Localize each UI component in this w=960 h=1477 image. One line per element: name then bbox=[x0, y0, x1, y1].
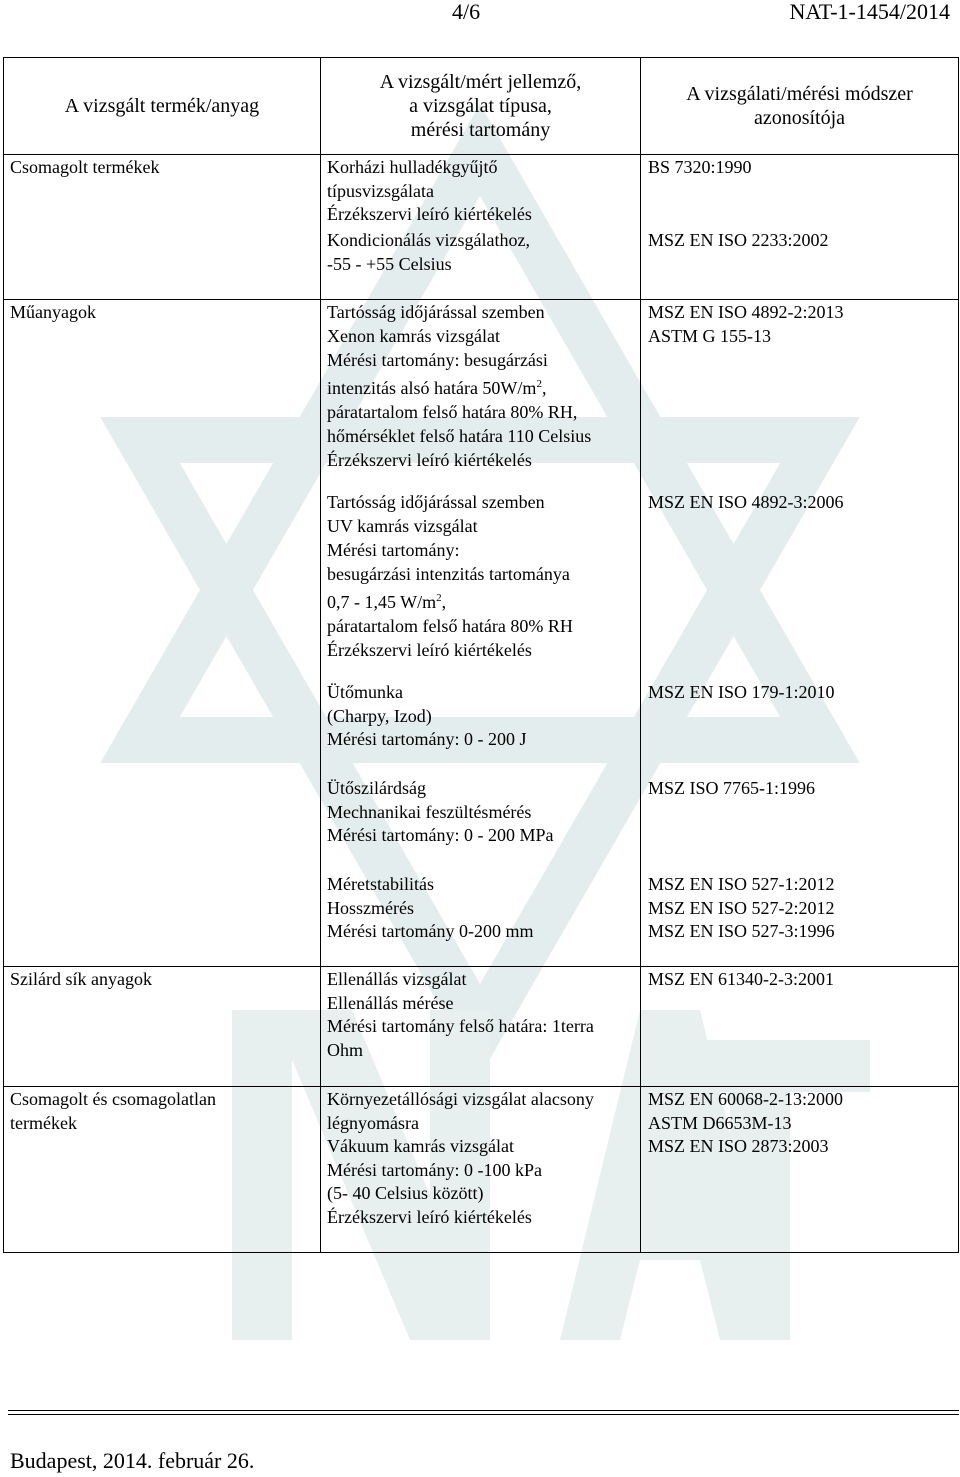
product-cell bbox=[4, 300, 321, 491]
method-cell bbox=[641, 776, 959, 872]
method-cell bbox=[641, 1087, 959, 1253]
property-text: Ellenállás vizsgálat Ellenállás mérése Mérési tartomány felső határa: 1terra Ohm bbox=[327, 969, 594, 1060]
property-cell bbox=[321, 490, 641, 680]
property-line-punct: , bbox=[441, 592, 447, 612]
product-text bbox=[10, 873, 314, 897]
method-cell bbox=[641, 872, 959, 967]
method-text: MSZ EN ISO 2233:2002 bbox=[648, 230, 829, 250]
table-row bbox=[4, 300, 959, 491]
superscript: 2 bbox=[536, 378, 542, 390]
product-text: Műanyagok bbox=[10, 302, 96, 322]
property-line: páratartalom felső határa 80% RH bbox=[327, 615, 573, 636]
page-header bbox=[0, 0, 960, 24]
column-header-product-label: A vizsgált termék/anyag bbox=[64, 95, 260, 117]
product-cell bbox=[4, 872, 321, 967]
property-cell bbox=[321, 776, 641, 872]
table-row bbox=[4, 228, 959, 300]
product-cell bbox=[4, 155, 321, 229]
property-line-text: 0,7 - 1,45 W/m bbox=[327, 592, 437, 612]
product-cell bbox=[4, 680, 321, 776]
method-text: MSZ EN ISO 4892-2:2013 ASTM G 155-13 bbox=[648, 302, 844, 346]
property-text: Korházi hulladékgyűjtő típusvizsgálata Érzékszervi leíró kiértékelés bbox=[327, 157, 532, 224]
table-row bbox=[4, 872, 959, 967]
property-line: UV kamrás vizsgálat bbox=[327, 516, 478, 536]
method-text: MSZ EN 60068-2-13:2000 ASTM D6653M-13 MSZ EN ISO 2873:2003 bbox=[648, 1089, 843, 1156]
footer-divider-bottom bbox=[8, 1414, 959, 1415]
product-cell bbox=[4, 228, 321, 300]
property-line bbox=[327, 587, 636, 615]
table-header-row bbox=[4, 58, 959, 155]
accreditation-scope-table bbox=[3, 57, 959, 1253]
footer-place-date: Budapest, 2014. február 26. bbox=[10, 1448, 255, 1473]
property-cell bbox=[321, 967, 641, 1087]
column-header-product bbox=[4, 58, 321, 155]
document-id: NAT-1-1454/2014 bbox=[789, 0, 950, 24]
property-text: Méretstabilitás Hosszmérés Mérési tartomány 0-200 mm bbox=[327, 874, 534, 941]
property-cell bbox=[321, 300, 641, 491]
method-cell bbox=[641, 490, 959, 680]
product-text: Szilárd sík anyagok bbox=[10, 969, 152, 989]
method-cell bbox=[641, 155, 959, 229]
property-line: Érzékszervi leíró kiértékelés bbox=[327, 449, 532, 470]
property-cell bbox=[321, 155, 641, 229]
property-cell bbox=[321, 1087, 641, 1253]
column-header-property-label: A vizsgált/mért jellemző, a vizsgálat típusa, mérési tartomány bbox=[379, 71, 582, 141]
page-number: 4/6 bbox=[452, 0, 481, 24]
method-text: BS 7320:1990 bbox=[648, 157, 752, 177]
method-text: MSZ EN ISO 4892-3:2006 bbox=[648, 492, 844, 512]
column-header-method bbox=[641, 58, 959, 155]
table-row bbox=[4, 155, 959, 229]
table-row bbox=[4, 490, 959, 680]
property-text: Ütőmunka (Charpy, Izod) Mérési tartomány: 0 - 200 J bbox=[327, 682, 527, 749]
property-line bbox=[327, 373, 636, 401]
method-cell bbox=[641, 680, 959, 776]
property-text: Kondicionálás vizsgálathoz, -55 - +55 Celsius bbox=[327, 230, 530, 274]
property-cell bbox=[321, 872, 641, 967]
property-text: Környezetállósági vizsgálat alacsony légnyomásra Vákuum kamrás vizsgálat Mérési tartomány: 0 -100 kPa (5- 40 Celsius között) Érzékszervi leíró kiértékelés bbox=[327, 1089, 594, 1227]
property-line: páratartalom felső határa 80% RH, bbox=[327, 401, 578, 422]
product-text: Csomagolt és csomagolatlan termékek bbox=[10, 1089, 216, 1133]
table-row bbox=[4, 967, 959, 1087]
method-cell bbox=[641, 228, 959, 300]
product-cell bbox=[4, 967, 321, 1087]
column-header-property bbox=[321, 58, 641, 155]
property-text: Ütőszilárdság Mechnanikai feszültésmérés Mérési tartomány: 0 - 200 MPa bbox=[327, 778, 554, 845]
product-text bbox=[10, 681, 314, 705]
property-line: Mérési tartomány: besugárzási bbox=[327, 350, 548, 370]
product-text: Csomagolt termékek bbox=[10, 157, 160, 177]
product-text bbox=[10, 229, 314, 253]
method-text: MSZ EN ISO 527-1:2012 MSZ EN ISO 527-2:2012 MSZ EN ISO 527-3:1996 bbox=[648, 874, 835, 941]
method-text: MSZ EN 61340-2-3:2001 bbox=[648, 969, 834, 989]
footer-divider-top bbox=[8, 1410, 959, 1411]
property-line: Tartósság időjárással szemben bbox=[327, 492, 545, 512]
product-text bbox=[10, 777, 314, 801]
property-line-text: intenzitás alsó határa 50W/m bbox=[327, 378, 537, 398]
product-cell bbox=[4, 1087, 321, 1253]
property-line: Tartósság időjárással szemben bbox=[327, 302, 545, 322]
property-line: besugárzási intenzitás tartománya bbox=[327, 564, 570, 584]
property-line: Érzékszervi leíró kiértékelés bbox=[327, 639, 532, 660]
product-cell bbox=[4, 490, 321, 680]
table-row bbox=[4, 680, 959, 776]
product-cell bbox=[4, 776, 321, 872]
product-text bbox=[10, 491, 314, 515]
property-line: hőmérséklet felső határa 110 Celsius bbox=[327, 425, 592, 446]
method-cell bbox=[641, 300, 959, 491]
property-cell bbox=[321, 680, 641, 776]
property-cell bbox=[321, 228, 641, 300]
table-row bbox=[4, 1087, 959, 1253]
method-text: MSZ ISO 7765-1:1996 bbox=[648, 778, 816, 798]
property-line: Mérési tartomány: bbox=[327, 540, 460, 560]
method-text: MSZ EN ISO 179-1:2010 bbox=[648, 682, 835, 702]
superscript: 2 bbox=[436, 592, 442, 604]
property-line-punct: , bbox=[541, 378, 547, 398]
table-row bbox=[4, 776, 959, 872]
method-cell bbox=[641, 967, 959, 1087]
property-line: Xenon kamrás vizsgálat bbox=[327, 326, 500, 346]
column-header-method-label: A vizsgálati/mérési módszer azonosítója bbox=[686, 83, 913, 129]
